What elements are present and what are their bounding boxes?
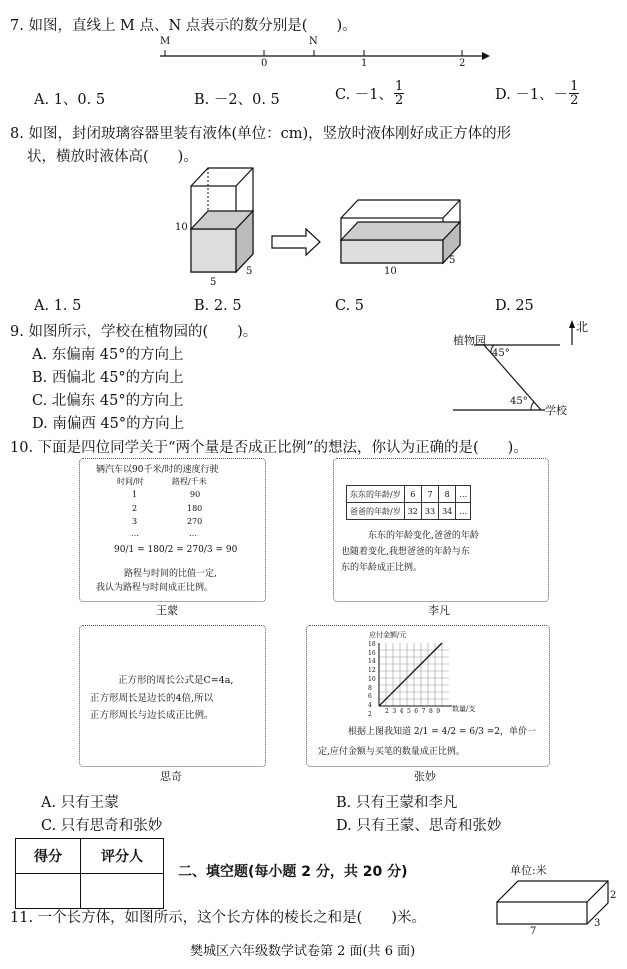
q7-option-d-text: D. －1、－ [495, 87, 569, 103]
q10-option-b[interactable]: B. 只有王蒙和李凡 [336, 795, 458, 811]
wangmeng-d2: 180 [187, 504, 203, 513]
q7-option-c-text: C. －1、 [335, 87, 394, 103]
wangmeng-head-time: 时间/时 [117, 477, 144, 486]
wangmeng-t4: … [131, 529, 139, 538]
score-header: 得分 [16, 839, 81, 874]
q7-option-b[interactable]: B. －2、0. 5 [194, 92, 280, 108]
q11-stem: 11. 一个长方体，如图所示，这个长方体的棱长之和是( )米。 [10, 910, 426, 926]
lifan-line2: 也随着变化,我想爸爸的年龄与东 [341, 547, 470, 557]
wangmeng-equation: 90/1 = 180/2 = 270/3 = 90 [114, 545, 238, 555]
dim-width-5: 5 [449, 255, 456, 266]
q8-stem: 8. 如图，封闭玻璃容器里装有液体(单位：cm)，竖放时液体刚好成正方体的形 [10, 126, 512, 142]
table-cell: 7 [421, 486, 438, 503]
dim-length-7: 7 [530, 926, 537, 937]
q10-stem: 10. 下面是四位同学关于“两个量是否成正比例”的想法，你认为正确的是( )。 [10, 440, 528, 456]
wangmeng-d3: 270 [187, 517, 203, 526]
siqi-line2: 正方形周长是边长的4倍,所以 [90, 693, 214, 704]
q7-option-a[interactable]: A. 1、0. 5 [34, 92, 106, 108]
unit-label: 单位:米 [510, 864, 547, 877]
lifan-name: 李凡 [428, 604, 450, 617]
zhangmiao-line2: 定,应付金额与买笔的数量成正比例。 [318, 747, 465, 757]
wangmeng-t1: 1 [132, 490, 138, 499]
zhangmiao-yticks: 18 16 14 12 10 8 6 4 2 [368, 641, 376, 718]
wangmeng-name: 王蒙 [156, 604, 178, 617]
lifan-line1: 东东的年龄变化,爸爸的年龄 [368, 531, 479, 541]
wangmeng-t3: 3 [132, 517, 138, 526]
siqi-name: 思奇 [160, 770, 182, 783]
wangmeng-d4: … [189, 529, 197, 538]
wangmeng-head-dist: 路程/千米 [172, 477, 207, 486]
point-n-label: N [309, 36, 318, 47]
q9-stem: 9. 如图所示，学校在植物园的( )。 [10, 324, 258, 340]
q10-option-a[interactable]: A. 只有王蒙 [41, 795, 119, 811]
q9-option-c[interactable]: C. 北偏东 45°的方向上 [32, 393, 184, 409]
angle-label-top: 45° [492, 348, 510, 359]
dim-width-3: 3 [594, 918, 601, 929]
q8-option-b[interactable]: B. 2. 5 [194, 298, 242, 314]
dim-length-10: 10 [384, 266, 397, 277]
table-cell: 33 [421, 503, 438, 520]
section-title: 二、填空题(每小题 2 分，共 20 分) [178, 864, 408, 880]
wangmeng-line1: 辆汽车以90千米/时的速度行驶 [96, 465, 219, 475]
school-label: 学校 [545, 404, 567, 417]
table-cell: 东东的年龄/岁 [347, 486, 405, 503]
fraction-half: $\frac{1}{2}$ [395, 79, 404, 108]
q10-option-d[interactable]: D. 只有王蒙、思奇和张妙 [336, 818, 502, 834]
q7-stem: 7. 如图，直线上 M 点、N 点表示的数分别是( )。 [10, 18, 357, 34]
table-cell: 8 [439, 486, 456, 503]
q9-option-d[interactable]: D. 南偏西 45°的方向上 [32, 416, 185, 432]
table-cell: 32 [404, 503, 421, 520]
dim-bottom-5: 5 [210, 277, 217, 288]
angle-label-bottom: 45° [510, 396, 528, 407]
tick-1: 1 [361, 58, 368, 69]
grader-header: 评分人 [81, 839, 164, 874]
zhangmiao-line1: 根据上图我知道 2/1 = 4/2 = 6/3 =2，单价一 [348, 727, 536, 737]
dim-height-10: 10 [175, 222, 188, 233]
dim-side-5: 5 [246, 266, 253, 277]
wangmeng-line2: 路程与时间的比值一定, [124, 569, 217, 579]
wangmeng-line3: 我认为路程与时间成正比例。 [96, 583, 214, 593]
zhangmiao-name: 张妙 [414, 770, 436, 783]
q9-option-a[interactable]: A. 东偏南 45°的方向上 [32, 347, 184, 363]
table-cell: 爸爸的年龄/岁 [347, 503, 405, 520]
point-m-label: M [160, 36, 171, 47]
q8-option-c[interactable]: C. 5 [335, 298, 365, 314]
table-cell: 34 [439, 503, 456, 520]
table-cell: … [456, 503, 471, 520]
tick-2: 2 [459, 58, 466, 69]
siqi-line1: 正方形的周长公式是C=4a, [118, 675, 234, 686]
page-footer: 樊城区六年级数学试卷第 2 面(共 6 面) [190, 944, 416, 959]
fraction-half: $\frac{1}{2}$ [570, 79, 579, 108]
north-label: 北 [576, 320, 589, 334]
q8-stem-line2: 状，横放时液体高( )。 [27, 149, 198, 165]
dim-height-2: 2 [610, 890, 617, 901]
garden-label: 植物园 [453, 334, 486, 347]
tick-0: 0 [261, 58, 268, 69]
q8-option-a[interactable]: A. 1. 5 [34, 298, 82, 314]
zhangmiao-xlabel: 数量/支 [452, 705, 476, 713]
zhangmiao-ylabel: 应付金额/元 [369, 631, 407, 639]
lifan-line3: 东的年龄成正比例。 [341, 563, 423, 573]
q9-option-b[interactable]: B. 西偏北 45°的方向上 [32, 370, 184, 386]
siqi-line3: 正方形周长与边长成正比例。 [90, 710, 214, 721]
zhangmiao-xticks: 2 3 4 5 6 7 8 9 [385, 708, 441, 715]
table-cell: 6 [404, 486, 421, 503]
q8-option-d[interactable]: D. 25 [495, 298, 534, 314]
wangmeng-t2: 2 [132, 504, 138, 513]
table-cell: … [456, 486, 471, 503]
q10-option-c[interactable]: C. 只有思奇和张妙 [41, 818, 163, 834]
wangmeng-d1: 90 [190, 490, 201, 499]
